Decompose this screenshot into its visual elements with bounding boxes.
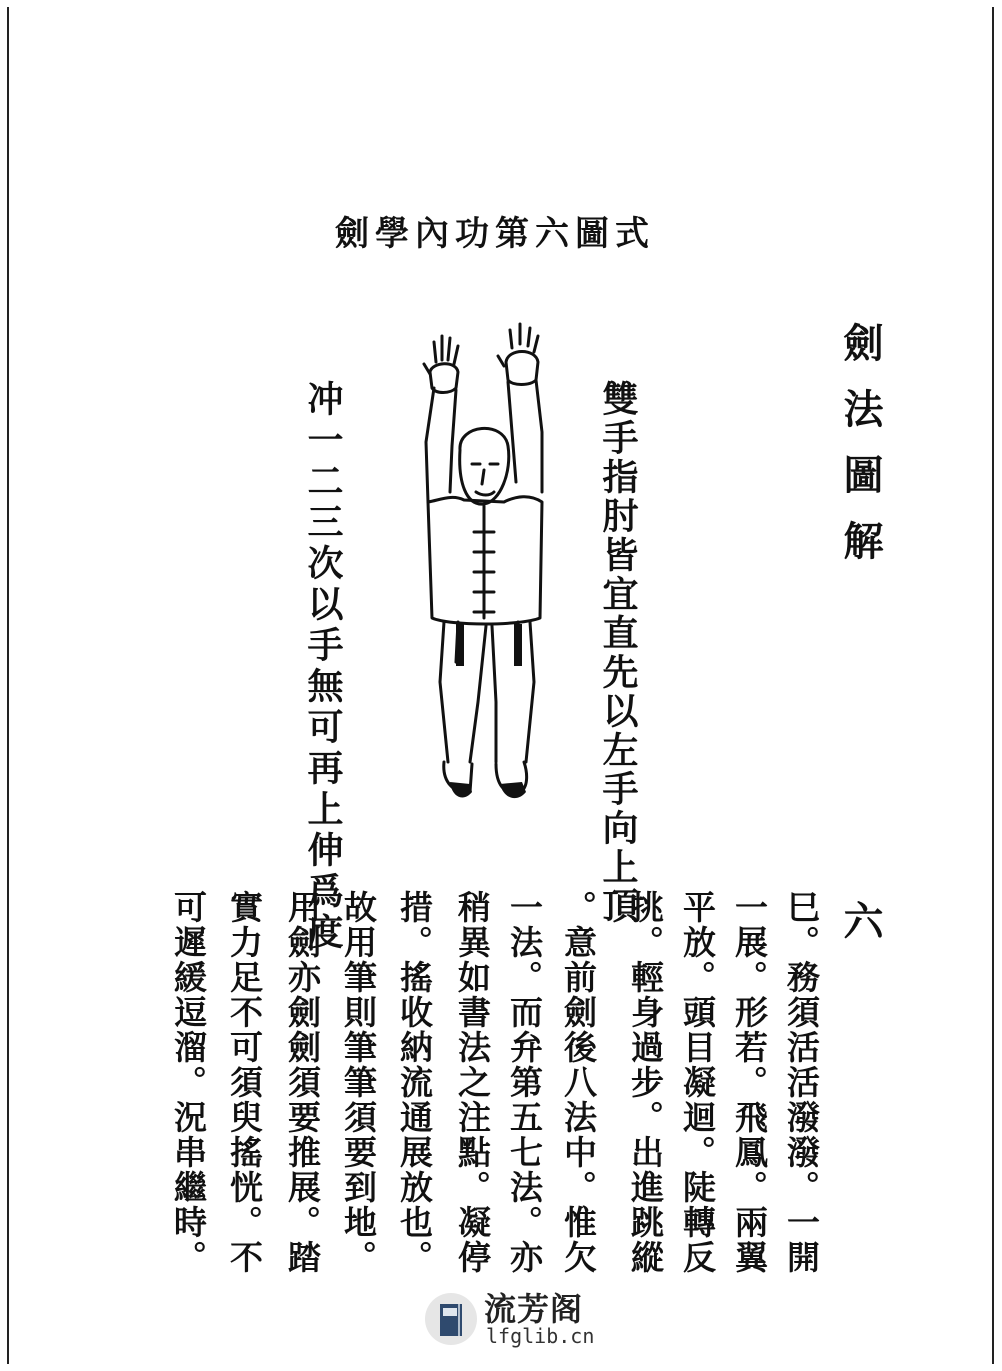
book-title: 劍法圖解 <box>837 322 884 586</box>
body-column: 平放。頭目凝迴。陡轉反 <box>678 890 717 1275</box>
body-column: 故用筆則筆筆須要到地。 <box>339 890 378 1275</box>
body-column: 一法。而弁第五七法。亦 <box>505 890 544 1275</box>
body-column: 實力足不可須臾搖恍。不 <box>225 890 264 1275</box>
book-logo-icon <box>424 1292 478 1346</box>
watermark <box>424 1284 604 1356</box>
watermark-name: 流芳阁 <box>484 1290 584 1328</box>
figure-caption-left: 冲一二三次以手無可再上伸爲度 <box>302 380 344 954</box>
body-column: 措。搖收納流通展放也。 <box>395 890 434 1275</box>
body-column: 稍異如書法之注點。凝停 <box>453 890 492 1275</box>
standing-figure-illustration <box>400 322 570 810</box>
figure-caption-right: 雙手指肘皆宜直先以左手向上頂 <box>597 380 639 926</box>
body-column: 挑。輕身過步。出進跳縱 <box>626 890 665 1275</box>
page-number: 六 <box>837 900 884 940</box>
watermark-url: lfglib.cn <box>486 1324 595 1348</box>
body-column: 一展。形若。飛鳳。兩翼 <box>730 890 769 1275</box>
body-column: 用劍亦劍劍須要推展。踏 <box>283 890 322 1275</box>
body-column: 巳。務須活活潑潑。一開 <box>782 890 821 1275</box>
body-column: 。意前劍後八法中。惟欠 <box>559 890 598 1275</box>
figure-title: 劍學內功第六圖式 <box>335 214 655 254</box>
body-column: 可遲緩逗溜。況串繼時。 <box>169 890 208 1275</box>
